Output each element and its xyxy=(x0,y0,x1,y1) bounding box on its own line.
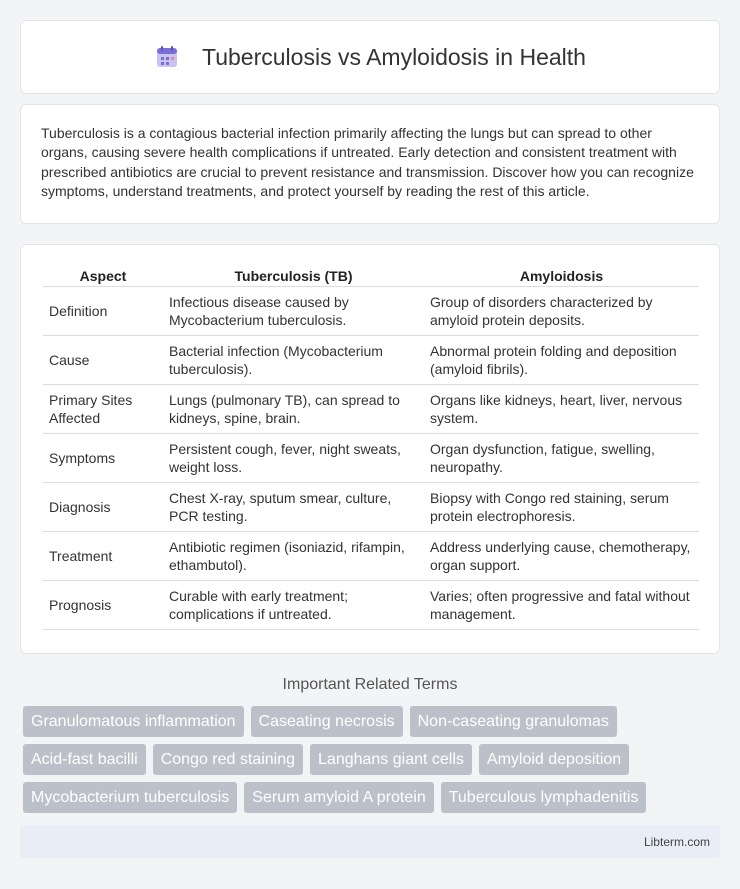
title-wrap xyxy=(154,44,586,71)
row-aspect: Prognosis xyxy=(43,581,163,630)
row-amyloidosis: Biopsy with Congo red staining, serum protein electrophoresis. xyxy=(424,483,699,532)
row-amyloidosis: Group of disorders characterized by amyloid protein deposits. xyxy=(424,287,699,336)
row-tuberculosis: Antibiotic regimen (isoniazid, rifampin, ethambutol). xyxy=(163,532,424,581)
footer-brand-link[interactable]: Libterm.com xyxy=(643,834,710,849)
row-aspect: Diagnosis xyxy=(43,483,163,532)
table-row xyxy=(43,581,699,630)
row-aspect: Definition xyxy=(43,287,163,336)
tag-tuberculous-lymphadenitis[interactable]: Tuberculous lymphadenitis xyxy=(441,782,647,813)
tag-granulomatous-inflammation[interactable]: Granulomatous inflammation xyxy=(23,706,244,737)
row-tuberculosis: Bacterial infection (Mycobacterium tuberculosis). xyxy=(163,336,424,385)
table-row xyxy=(43,434,699,483)
header-aspect: Aspect xyxy=(43,265,163,287)
row-tuberculosis: Lungs (pulmonary TB), can spread to kidneys, spine, brain. xyxy=(163,385,424,434)
related-terms-title: Important Related Terms xyxy=(282,676,458,693)
page-title: Tuberculosis vs Amyloidosis in Health xyxy=(202,43,586,70)
comparison-table xyxy=(43,265,699,630)
tag-amyloid-deposition[interactable]: Amyloid deposition xyxy=(479,744,629,775)
footer xyxy=(20,825,720,858)
intro-text: Tuberculosis is a contagious bacterial infection primarily affecting the lungs but can spread to other organs, causing severe health complications if untreated. Early detection and consistent treatment with prescribed antibiotics are crucial to prevent resistance and transmission. Discover how you can recognize symptoms, understand treatments, and protect yourself by reading the rest of this article. xyxy=(41,125,694,199)
row-amyloidosis: Address underlying cause, chemotherapy, organ support. xyxy=(424,532,699,581)
tag-caseating-necrosis[interactable]: Caseating necrosis xyxy=(251,706,403,737)
comparison-table-card xyxy=(20,244,720,654)
calendar-icon xyxy=(154,44,180,70)
header-tuberculosis: Tuberculosis (TB) xyxy=(163,265,424,287)
intro-card xyxy=(20,104,720,224)
row-amyloidosis: Organ dysfunction, fatigue, swelling, neuropathy. xyxy=(424,434,699,483)
tag-acid-fast-bacilli[interactable]: Acid-fast bacilli xyxy=(23,744,146,775)
row-tuberculosis: Infectious disease caused by Mycobacterium tuberculosis. xyxy=(163,287,424,336)
row-aspect: Primary Sites Affected xyxy=(43,385,163,434)
related-terms-tags xyxy=(23,706,723,813)
header-card xyxy=(20,20,720,94)
row-tuberculosis: Curable with early treatment; complications if untreated. xyxy=(163,581,424,630)
tag-langhans-giant-cells[interactable]: Langhans giant cells xyxy=(310,744,472,775)
table-header-row xyxy=(43,265,699,287)
row-amyloidosis: Organs like kidneys, heart, liver, nervous system. xyxy=(424,385,699,434)
row-amyloidosis: Varies; often progressive and fatal without management. xyxy=(424,581,699,630)
table-row xyxy=(43,532,699,581)
header-amyloidosis: Amyloidosis xyxy=(424,265,699,287)
row-tuberculosis: Persistent cough, fever, night sweats, weight loss. xyxy=(163,434,424,483)
row-aspect: Symptoms xyxy=(43,434,163,483)
row-tuberculosis: Chest X-ray, sputum smear, culture, PCR testing. xyxy=(163,483,424,532)
tag-congo-red-staining[interactable]: Congo red staining xyxy=(153,744,303,775)
tag-non-caseating-granulomas[interactable]: Non-caseating granulomas xyxy=(410,706,617,737)
table-row xyxy=(43,483,699,532)
row-aspect: Treatment xyxy=(43,532,163,581)
tag-serum-amyloid-a-protein[interactable]: Serum amyloid A protein xyxy=(244,782,433,813)
row-aspect: Cause xyxy=(43,336,163,385)
table-row xyxy=(43,287,699,336)
table-row xyxy=(43,336,699,385)
table-row xyxy=(43,385,699,434)
row-amyloidosis: Abnormal protein folding and deposition (amyloid fibrils). xyxy=(424,336,699,385)
tag-mycobacterium-tuberculosis[interactable]: Mycobacterium tuberculosis xyxy=(23,782,237,813)
